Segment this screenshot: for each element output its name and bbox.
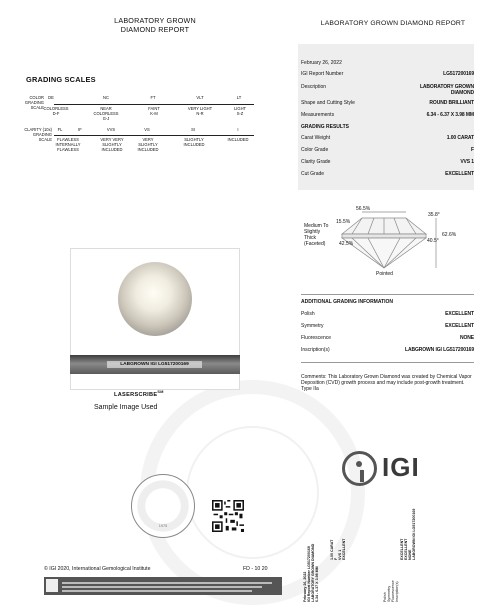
row-key: Polish xyxy=(301,311,315,317)
color-desc-de: COLORLESS D-F xyxy=(43,106,69,116)
row-value: NONE xyxy=(459,335,474,341)
mini-col1 xyxy=(303,544,319,602)
row-value: LABGROWN IGI LG517200169 xyxy=(404,347,474,353)
color-code-de: DE xyxy=(48,95,54,100)
row-key: Fluorescence xyxy=(301,335,332,341)
row-key: Color Grade xyxy=(301,147,329,153)
color-code-nc: NC xyxy=(103,95,109,100)
color-scale-label: COLOR GRADING SCALE xyxy=(24,95,44,110)
row-key: Carat Weight xyxy=(301,135,331,141)
sample-image-caption: Sample Image Used xyxy=(94,404,158,411)
igi-logo-dot xyxy=(356,461,362,467)
color-desc-nc: NEAR COLORLESS G-J xyxy=(93,106,119,121)
clarity-desc-vvs: VERY VERY SLIGHTLY INCLUDED xyxy=(100,137,124,152)
laserscribe-label xyxy=(114,390,164,398)
report-date: February 26, 2022 xyxy=(301,60,342,66)
left-title-line2: DIAMOND REPORT xyxy=(120,25,190,34)
color-desc-lt: LIGHT S-Z xyxy=(233,106,247,116)
row-shape xyxy=(301,100,474,108)
clarity-scale-label: CLARITY (10x) GRADING SCALE xyxy=(24,127,52,142)
color-scale-rule xyxy=(54,104,254,105)
grading-results-title: GRADING RESULTS xyxy=(301,124,349,130)
clarity-scale-rule xyxy=(54,135,254,136)
table-percent: 56.5% xyxy=(356,206,371,212)
mini-description: LABORATORY GROWN DIAMOND xyxy=(311,543,315,602)
disclaimer-line xyxy=(62,582,272,584)
color-desc-ft: FAINT K-M xyxy=(148,106,160,116)
mini-fluorescence-label: Fluorescence xyxy=(391,580,395,602)
watermark-inner-ring xyxy=(186,426,319,559)
form-code: FD - 10 20 xyxy=(243,566,268,572)
clarity-grading-scale xyxy=(14,128,254,158)
mini-col4 xyxy=(400,509,416,560)
row-value: LG517200169 xyxy=(443,71,474,77)
clarity-code-if: IF xyxy=(78,127,82,132)
diamond-photo xyxy=(118,262,192,336)
additional-grading-title: ADDITIONAL GRADING INFORMATION xyxy=(301,299,394,305)
igi-seal-icon xyxy=(131,474,195,538)
row-value: 6.34 - 6.37 X 3.98 MM xyxy=(426,112,474,118)
grading-scales-title: GRADING SCALES xyxy=(26,75,96,84)
clarity-code-fl: FL xyxy=(57,127,63,132)
girdle-description: Medium To Slightly Thick (Faceted) xyxy=(304,223,329,247)
laserscribe-sm: SM xyxy=(157,390,164,394)
row-symmetry xyxy=(301,323,474,331)
crown-angle: 35.8° xyxy=(428,212,440,218)
row-key: Clarity Grade xyxy=(301,159,331,165)
row-key: Cut Grade xyxy=(301,171,325,177)
color-code-vlt: VLT xyxy=(196,95,204,100)
disclaimer-icon xyxy=(46,579,58,592)
mini-carat: 1.00 CARAT xyxy=(330,539,334,560)
mini-date: February 26, 2022 xyxy=(303,571,307,602)
row-value: EXCELLENT xyxy=(445,311,474,317)
igi-logo-stem xyxy=(360,470,364,482)
row-value: 1.00 CARAT xyxy=(446,135,474,141)
row-value: LABORATORY GROWN DIAMOND xyxy=(419,84,474,96)
color-desc-vlt: VERY LIGHT N-R xyxy=(187,106,213,116)
mini-color: F xyxy=(334,557,338,560)
mini-inscription: LABGROWN IGI LG517200169 xyxy=(412,508,416,560)
row-key: Shape and Cutting Style xyxy=(301,100,355,106)
comments: Comments: This Laboratory Grown Diamond was created by Chemical Vapor Deposition (CVD) growth process and may include post-growth treatment. Type IIa xyxy=(301,374,472,393)
mini-polish: EXCELLENT xyxy=(400,538,404,560)
igi-logo-text: IGI xyxy=(382,452,420,482)
color-code-lt: LT xyxy=(236,95,242,100)
row-value: EXCELLENT xyxy=(445,171,474,177)
clarity-desc-i: INCLUDED xyxy=(227,137,249,142)
row-key: Symmetry xyxy=(301,323,324,329)
crown-height: 15.5% xyxy=(336,219,351,225)
row-report-number xyxy=(301,71,474,79)
culet: Pointed xyxy=(376,271,393,277)
mini-report-number: IGI Report Number LG517200169 xyxy=(307,546,311,602)
row-key: IGI Report Number xyxy=(301,71,344,77)
mini-col3 xyxy=(383,580,399,602)
clarity-code-si: SI xyxy=(191,127,195,132)
row-key: Inscription(s) xyxy=(301,347,330,353)
copyright: © IGI 2020, International Gemological Institute xyxy=(44,566,151,572)
total-depth: 62.6% xyxy=(442,232,457,238)
clarity-desc-fl: FLAWLESS INTERNALLY FLAWLESS xyxy=(55,137,81,152)
row-value: EXCELLENT xyxy=(445,323,474,329)
color-code-ft: FT xyxy=(150,95,156,100)
row-measurements xyxy=(301,112,474,120)
right-report-title: LABORATORY GROWN DIAMOND REPORT xyxy=(320,20,466,27)
row-description xyxy=(301,84,474,98)
laserscribe-text: LASERSCRIBE xyxy=(114,391,158,398)
clarity-desc-vs: VERY SLIGHTLY INCLUDED xyxy=(137,137,159,152)
row-polish xyxy=(301,311,474,319)
mini-cut: EXCELLENT xyxy=(342,538,346,560)
row-inscription xyxy=(301,347,474,355)
pavilion-depth: 42.5% xyxy=(339,241,354,247)
row-key: Description xyxy=(301,84,327,90)
pavilion-angle: 40.5° xyxy=(427,238,439,244)
clarity-desc-si: SLIGHTLY INCLUDED xyxy=(183,137,205,147)
mini-symmetry-label: Symmetry xyxy=(387,585,391,602)
qr-code-icon[interactable] xyxy=(212,500,244,532)
mini-fluorescence: NONE xyxy=(408,549,412,560)
disclaimer-line xyxy=(62,586,262,588)
mini-symmetry: EXCELLENT xyxy=(404,538,408,560)
mini-col2 xyxy=(330,539,346,560)
row-clarity xyxy=(301,159,474,167)
seal-year: 1975 xyxy=(158,524,168,528)
divider xyxy=(301,294,474,295)
left-title-line1: LABORATORY GROWN xyxy=(114,16,196,25)
row-carat xyxy=(301,135,474,143)
mini-measurements: 6.34 - 6.37 X 3.98 MM xyxy=(315,566,319,602)
clarity-code-vvs: VVS xyxy=(106,127,116,132)
row-fluorescence xyxy=(301,335,474,343)
clarity-code-vs: VS xyxy=(144,127,150,132)
row-value: F xyxy=(471,147,474,153)
divider xyxy=(301,362,474,363)
disclaimer-line xyxy=(62,590,252,592)
inscription-photo-text: LABGROWN IGI LG517200169 xyxy=(107,361,202,368)
row-key: Measurements xyxy=(301,112,335,118)
row-value: ROUND BRILLIANT xyxy=(429,100,474,106)
row-value: VVS 1 xyxy=(460,159,474,165)
clarity-code-i: I xyxy=(237,127,239,132)
row-cut xyxy=(301,171,474,179)
left-report-title xyxy=(70,16,240,34)
mini-inscription-label: Inscription(s) xyxy=(395,581,399,602)
row-color xyxy=(301,147,474,155)
mini-clarity: VVS 1 xyxy=(338,549,342,560)
mini-polish-label: Polish xyxy=(383,592,387,602)
